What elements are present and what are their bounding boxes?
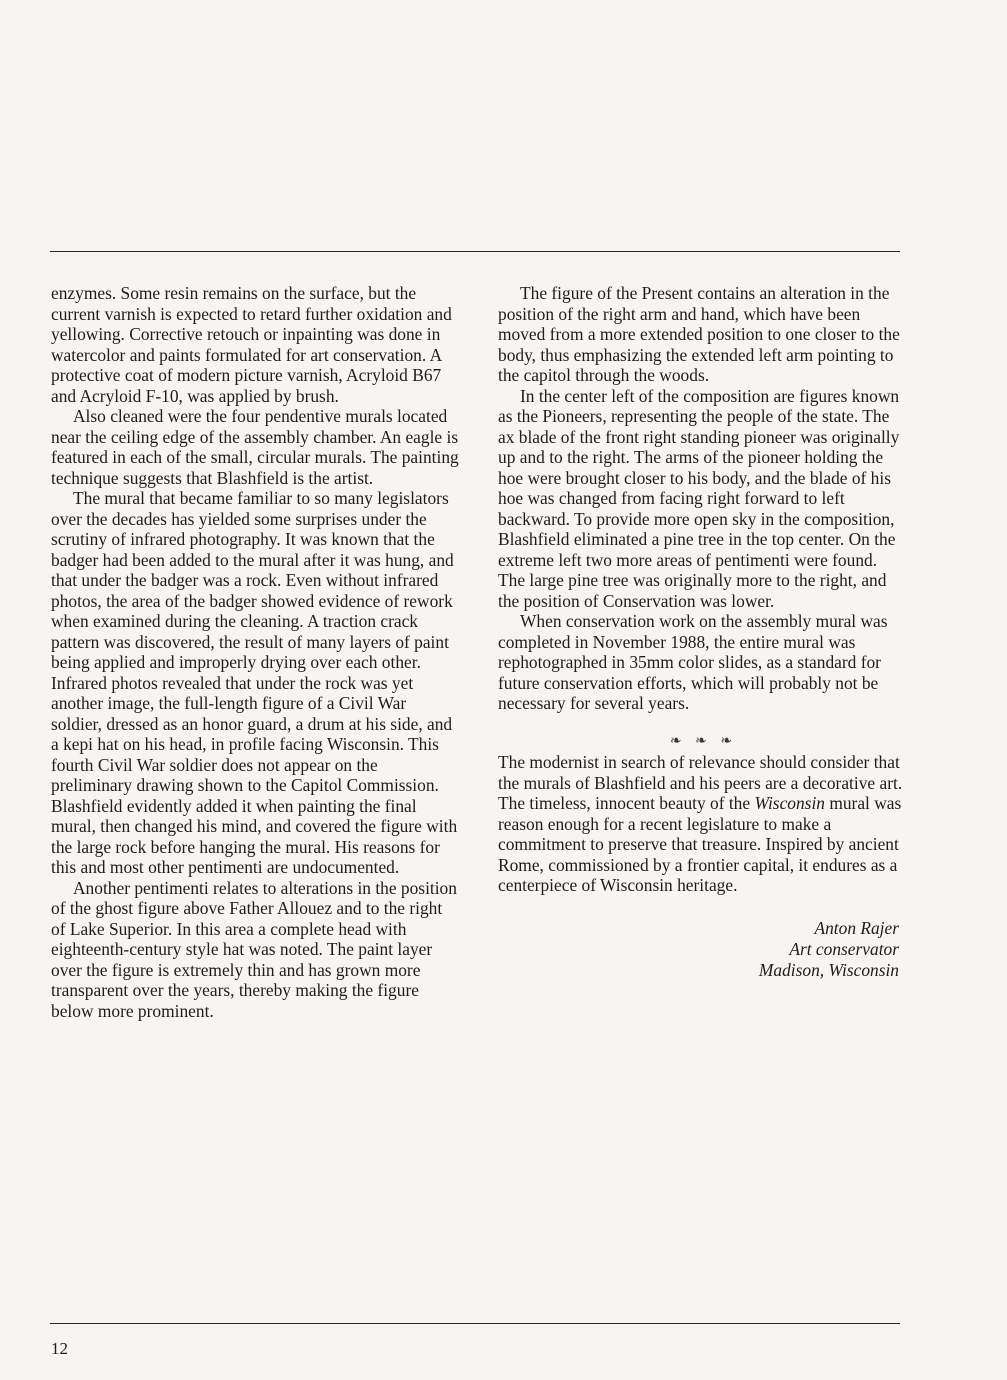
- section-break-ornament: [498, 732, 906, 753]
- left-column: [51, 283, 459, 1021]
- author-name: Anton Rajer: [814, 917, 899, 938]
- author-signature: [498, 918, 906, 981]
- author-location: Madison, Wisconsin: [758, 959, 899, 980]
- closing-text-end: mural was reason enough for a recent legislature to make a commitment to preserve that treasure. Inspired by ancient Rome, commissioned by a frontier capital, it endures as a centerpiece of Wisconsin heritage.: [498, 793, 902, 895]
- body-paragraph: In the center left of the composition are figures known as the Pioneers, representing the people of the state. The ax blade of the front right standing pioneer was originally up and to the right. The arms of the pioneer holding the hoe were brought closer to his body, and the blade of his hoe was changed from facing right forward to left backward. To provide more open sky in the composition, Blashfield eliminated a pine tree in the top center. On the extreme left two more areas of pentimenti were found. The large pine tree was originally more to the right, and the position of Conservation was lower.: [498, 385, 900, 611]
- top-rule: [50, 251, 900, 252]
- closing-italic-word: Wisconsin: [754, 793, 825, 813]
- bottom-rule: [50, 1323, 900, 1324]
- body-paragraph: When conservation work on the assembly mural was completed in November 1988, the entire mural was rephotographed in 35mm color slides, as a standard for future conservation efforts, which will probably not be necessary for several years.: [498, 611, 888, 713]
- body-paragraph: Another pentimenti relates to alterations in the position of the ghost figure above Father Allouez and to the right of Lake Superior. In this area a complete head with eighteenth-century style hat was noted. The paint layer over the figure is extremely thin and has grown more transparent over the years, thereby making the figure below more prominent.: [51, 877, 457, 1021]
- right-column: [498, 283, 906, 981]
- fleuron-icon: ❧: [669, 733, 684, 749]
- body-paragraph: enzymes. Some resin remains on the surface, but the current varnish is expected to retard further oxidation and yellowing. Corrective retouch or inpainting was done in watercolor and paints formulated for art conservation. A protective coat of modern picture varnish, Acryloid B67 and Acryloid F-10, was applied by brush.: [51, 283, 452, 406]
- closing-paragraph: [498, 752, 906, 896]
- body-paragraph: The mural that became familiar to so many legislators over the decades has yielded some surprises under the scrutiny of infrared photography. It was known that the badger had been added to the mural after it was hung, and that under the badger was a rock. Even without infrared photos, the area of the badger showed evidence of rework when examined during the cleaning. A traction crack pattern was discovered, the result of many layers of paint being applied and improperly drying over each other. Infrared photos revealed that under the rock was yet another image, the full-length figure of a Civil War soldier, dressed as an honor guard, a drum at his side, and a kepi hat on his head, in profile facing Wisconsin. This fourth Civil War soldier does not appear on the preliminary drawing shown to the Capitol Commission. Blashfield evidently added it when painting the final mural, then changed his mind, and covered the figure with the large rock before hanging the mural. His reasons for this and most other pentimenti are undocumented.: [51, 488, 458, 877]
- author-title: Art conservator: [789, 938, 899, 959]
- fleuron-icon: ❧: [695, 733, 709, 749]
- closing-text-start: The modernist in search of relevance should consider that the murals of Blashfield and his peers are a decorative art. The timeless, innocent beauty of the: [498, 752, 903, 813]
- fleuron-icon: ❧: [720, 733, 735, 749]
- body-paragraph: The figure of the Present contains an alteration in the position of the right arm and hand, which have been moved from a more extended position to one closer to the body, thus emphasizing the extended left arm pointing to the capitol through the woods.: [498, 283, 900, 385]
- page-number: 12: [51, 1339, 68, 1358]
- body-paragraph: Also cleaned were the four pendentive murals located near the ceiling edge of the assembly chamber. An eagle is featured in each of the small, circular murals. The painting technique suggests that Blashfield is the artist.: [51, 406, 459, 488]
